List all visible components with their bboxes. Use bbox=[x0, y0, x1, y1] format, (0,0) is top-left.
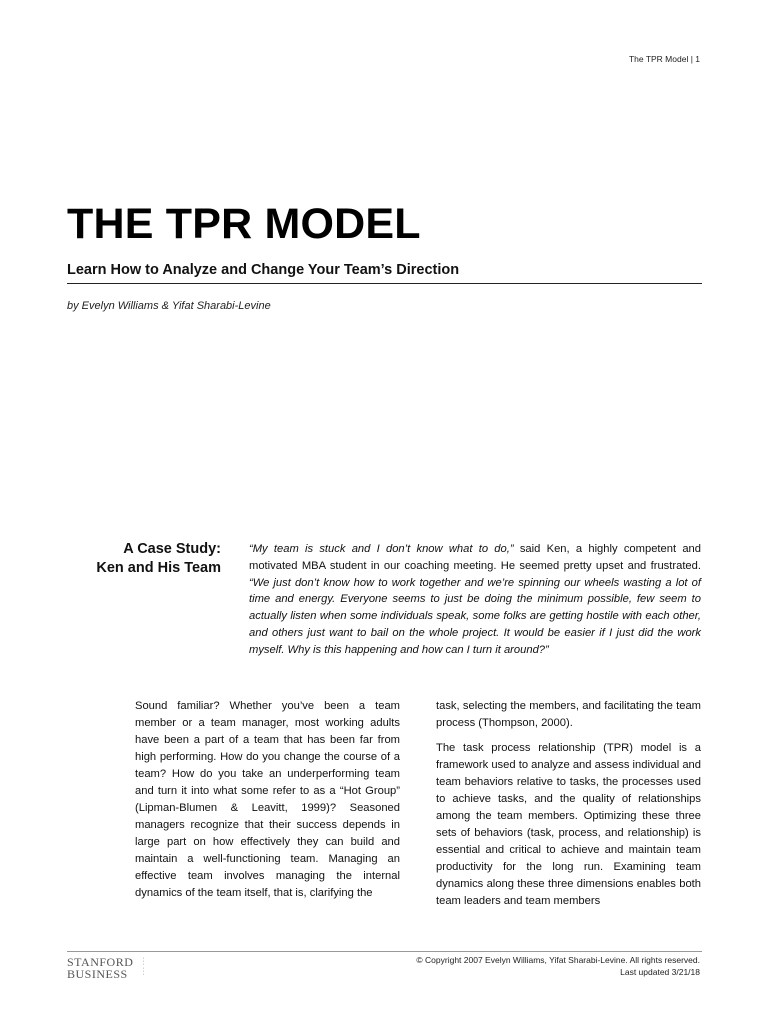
footer-divider bbox=[67, 951, 702, 952]
running-header: The TPR Model | 1 bbox=[628, 54, 700, 64]
copyright-notice bbox=[416, 954, 700, 978]
document-subtitle: Learn How to Analyze and Change Your Team’s Direction bbox=[67, 262, 460, 278]
logo-small-print-mark: ▪ ▪ ▪ ▪ ▪ ▪ bbox=[143, 956, 145, 977]
title-divider bbox=[67, 283, 702, 284]
case-study-quote bbox=[249, 541, 701, 659]
body-paragraph: task, selecting the members, and facilitating the team process (Thompson, 2000). bbox=[436, 700, 701, 729]
case-study-heading bbox=[60, 540, 221, 578]
body-column-right bbox=[436, 698, 701, 918]
logo-line-stanford: STANFORD bbox=[67, 955, 134, 969]
stanford-business-logo bbox=[67, 956, 147, 980]
quote-narration: said Ken, a highly competent and motivated MBA student in our coaching meeting. He seemed pretty upset and frustrated. bbox=[249, 543, 701, 572]
copyright-text: © Copyright 2007 Evelyn Williams, Yifat Sharabi-Levine. All rights reserved. bbox=[416, 955, 700, 965]
quote-opening: “My team is stuck and I don’t know what to do,” bbox=[249, 543, 514, 555]
case-study-heading-line1: A Case Study: bbox=[123, 541, 221, 557]
body-paragraph: The task process relationship (TPR) model is a framework used to analyze and assess individual and team behaviors relative to tasks, the processes used to achieve tasks, and the quality of relationships among the team members. Optimizing these three sets of behaviors (task, process, and relationship) is essential and critical to achieve and maintain team productivity for the long run. Examining team dynamics along these three dimensions enables both team leaders and team members bbox=[436, 742, 701, 907]
body-column-left bbox=[135, 698, 400, 910]
author-byline: by Evelyn Williams & Yifat Sharabi-Levine bbox=[67, 300, 271, 312]
case-study-heading-line2: Ken and His Team bbox=[96, 560, 221, 576]
body-paragraph: Sound familiar? Whether you’ve been a team member or a team manager, most working adults have been a part of a team that has been far from high performing. How do you change the course of a team? How do you take an underperforming team and turn it into what some refer to as a “Hot Group” (Lipman-Blumen & Leavitt, 1999)? Seasoned managers recognize that their success depends in large part on how effectively they can build and maintain a well-functioning team. Managing an effective team involves managing the internal dynamics of the team itself, that is, clarifying the bbox=[135, 700, 400, 899]
document-title: THE TPR MODEL bbox=[67, 200, 421, 248]
last-updated-text: Last updated 3/21/18 bbox=[620, 967, 700, 977]
logo-line-business: BUSINESS bbox=[67, 967, 128, 981]
quote-continuation: “We just don’t know how to work together and we’re spinning our wheels wasting a lot of time and energy. Everyone seems to just be doing the minimum possible, few seem to actually listen when some individuals speak, some folks are getting hostile with each other, and others just want to bail on the whole project. It would be easier if I just did the work myself. Why is this happening and how can I turn it around?” bbox=[249, 576, 701, 656]
